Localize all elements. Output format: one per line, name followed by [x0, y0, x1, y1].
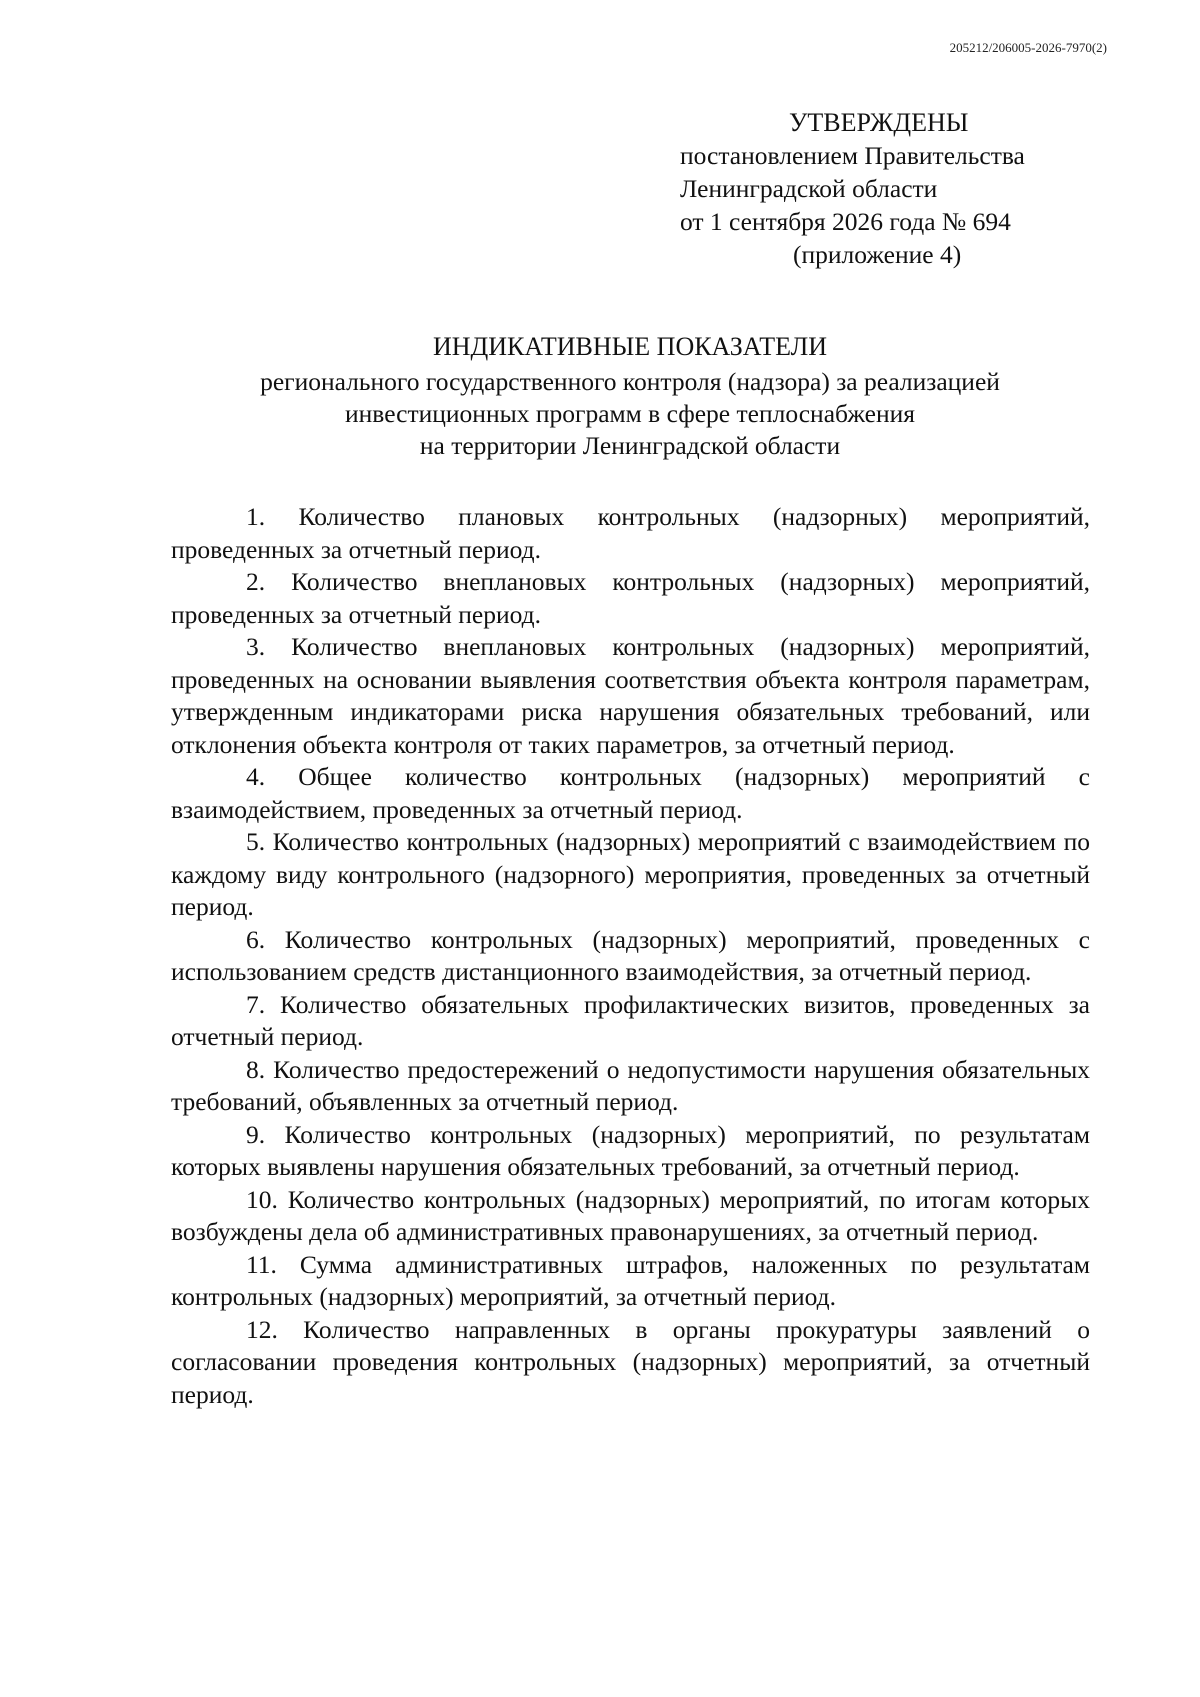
approval-appendix-note: (приложение 4): [793, 240, 962, 269]
approval-stamp-block: [680, 106, 1120, 271]
approval-title: УТВЕРЖДЕНЫ: [789, 108, 969, 137]
indicator-item-7: 7. Количество обязательных профилактических визитов, проведенных за отчетный период.: [171, 989, 1090, 1051]
approval-line-date-number: от 1 сентября 2026 года № 694: [680, 207, 1011, 236]
indicator-item-11: 11. Сумма административных штрафов, наложенных по результатам контрольных (надзорных) мероприятий, за отчетный период.: [171, 1249, 1090, 1311]
indicator-item-2: 2. Количество внеплановых контрольных (надзорных) мероприятий, проведенных за отчетный период.: [171, 567, 1090, 629]
indicator-item-8: 8. Количество предостережений о недопустимости нарушения обязательных требований, объявленных за отчетный период.: [171, 1054, 1090, 1116]
document-registration-code: 205212/206005-2026-7970(2): [949, 40, 1107, 55]
indicator-list: [171, 501, 1090, 1411]
indicator-item-10: 10. Количество контрольных (надзорных) мероприятий, по итогам которых возбуждены дела об административных правонарушениях, за отчетный период.: [171, 1184, 1090, 1246]
document-heading: ИНДИКАТИВНЫЕ ПОКАЗАТЕЛИ: [432, 332, 828, 361]
approval-line-resolution: постановлением Правительства: [680, 141, 1025, 170]
document-subtitle-line-3: на территории Ленинградской области: [419, 431, 841, 460]
indicator-item-4: 4. Общее количество контрольных (надзорных) мероприятий с взаимодействием, проведенных за отчетный период.: [171, 762, 1090, 824]
indicator-item-6: 6. Количество контрольных (надзорных) мероприятий, проведенных с использованием средств дистанционного взаимодействия, за отчетный период.: [171, 924, 1090, 986]
document-subtitle-line-2: инвестиционных программ в сфере теплоснабжения: [345, 399, 915, 428]
indicator-item-9: 9. Количество контрольных (надзорных) мероприятий, по результатам которых выявлены нарушения обязательных требований, за отчетный период.: [171, 1119, 1090, 1181]
indicator-item-3: 3. Количество внеплановых контрольных (надзорных) мероприятий, проведенных на основании выявления соответствия объекта контроля параметрам, утвержденным индикаторами риска нарушения обязательных требований, или отклонения объекта контроля от таких параметров, за отчетный период.: [171, 632, 1090, 759]
document-title-block: [150, 331, 1110, 462]
indicator-item-1: 1. Количество плановых контрольных (надзорных) мероприятий, проведенных за отчетный период.: [171, 502, 1090, 564]
indicator-item-5: 5. Количество контрольных (надзорных) мероприятий с взаимодействием по каждому виду контрольного (надзорного) мероприятия, проведенных за отчетный период.: [171, 827, 1090, 921]
document-subtitle-line-1: регионального государственного контроля (надзора) за реализацией: [260, 367, 1000, 396]
indicator-item-12: 12. Количество направленных в органы прокуратуры заявлений о согласовании проведения контрольных (надзорных) мероприятий, за отчетный период.: [171, 1314, 1090, 1409]
approval-line-region: Ленинградской области: [680, 174, 938, 203]
